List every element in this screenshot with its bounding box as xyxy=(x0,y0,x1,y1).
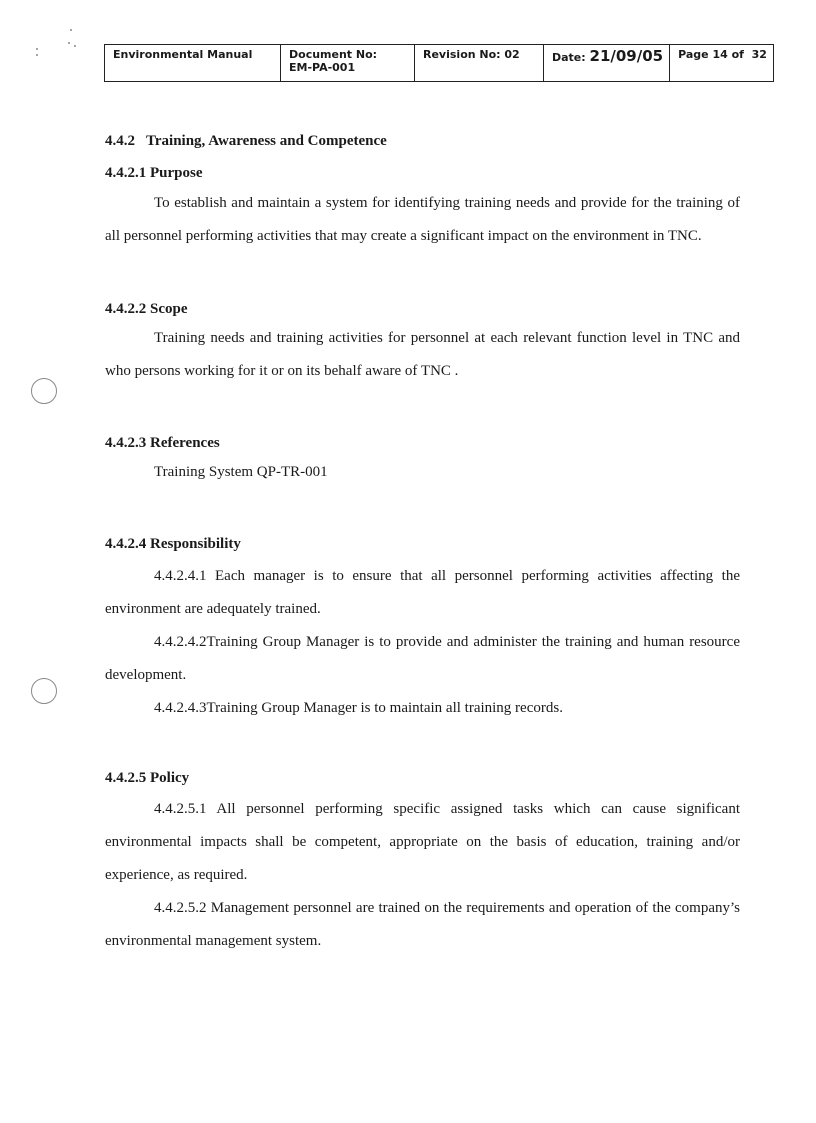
policy-heading: 4.4.2.5 Policy xyxy=(105,770,190,786)
header-row xyxy=(105,45,774,82)
scan-speck xyxy=(74,45,76,47)
scan-speck xyxy=(36,48,38,50)
date-label: Date: xyxy=(552,51,590,64)
header-date-cell xyxy=(544,45,670,82)
scan-speck xyxy=(68,42,70,44)
document-body xyxy=(105,130,740,958)
scan-speck xyxy=(36,54,38,56)
document-number: EM-PA-001 xyxy=(289,61,356,74)
document-number-label: Document No: xyxy=(289,48,378,61)
header-revision-cell xyxy=(415,45,544,82)
date-value: 21/09/05 xyxy=(589,47,664,65)
scope-text: Training needs and training activities for personnel at each relevant function level in TNC and who persons working for it or on its behalf aware of TNC . xyxy=(105,330,740,379)
header-page-cell xyxy=(670,45,774,82)
policy-item: 4.4.2.5.1 All personnel performing specific assigned tasks which can cause significant environmental impacts shall be competent, appropriate on the basis of education, training and/or experience, as required. xyxy=(105,801,740,883)
header-manual-cell xyxy=(105,45,281,82)
references-text: Training System QP-TR-001 xyxy=(154,464,328,480)
revision-number: Revision No: 02 xyxy=(423,48,520,61)
section-heading xyxy=(105,130,740,152)
responsibility-item: 4.4.2.4.1 Each manager is to ensure that all personnel performing activities affecting the environment are adequately trained. xyxy=(105,568,740,617)
punch-hole-mark xyxy=(31,678,57,704)
header-document-cell xyxy=(281,45,415,82)
scope-heading: 4.4.2.2 Scope xyxy=(105,301,188,317)
policy-item: 4.4.2.5.2 Management personnel are trained on the requirements and operation of the company’s environmental management system. xyxy=(105,900,740,949)
document-header-table xyxy=(104,44,774,82)
page-number: Page 14 of 32 xyxy=(678,48,767,61)
section-number: 4.4.2 xyxy=(105,133,135,149)
section-title: Training, Awareness and Competence xyxy=(145,133,387,149)
responsibility-item: 4.4.2.4.3Training Group Manager is to maintain all training records. xyxy=(154,700,563,716)
purpose-heading: 4.4.2.1 Purpose xyxy=(105,165,203,181)
responsibility-heading: 4.4.2.4 Responsibility xyxy=(105,536,241,552)
manual-name: Environmental Manual xyxy=(113,48,253,61)
references-heading: 4.4.2.3 References xyxy=(105,435,220,451)
purpose-text: To establish and maintain a system for identifying training needs and provide for the training of all personnel performing activities that may create a significant impact on the environment in TNC. xyxy=(105,195,740,244)
punch-hole-mark xyxy=(31,378,57,404)
responsibility-item: 4.4.2.4.2Training Group Manager is to provide and administer the training and human resource development. xyxy=(105,634,740,683)
scan-speck xyxy=(70,29,72,31)
